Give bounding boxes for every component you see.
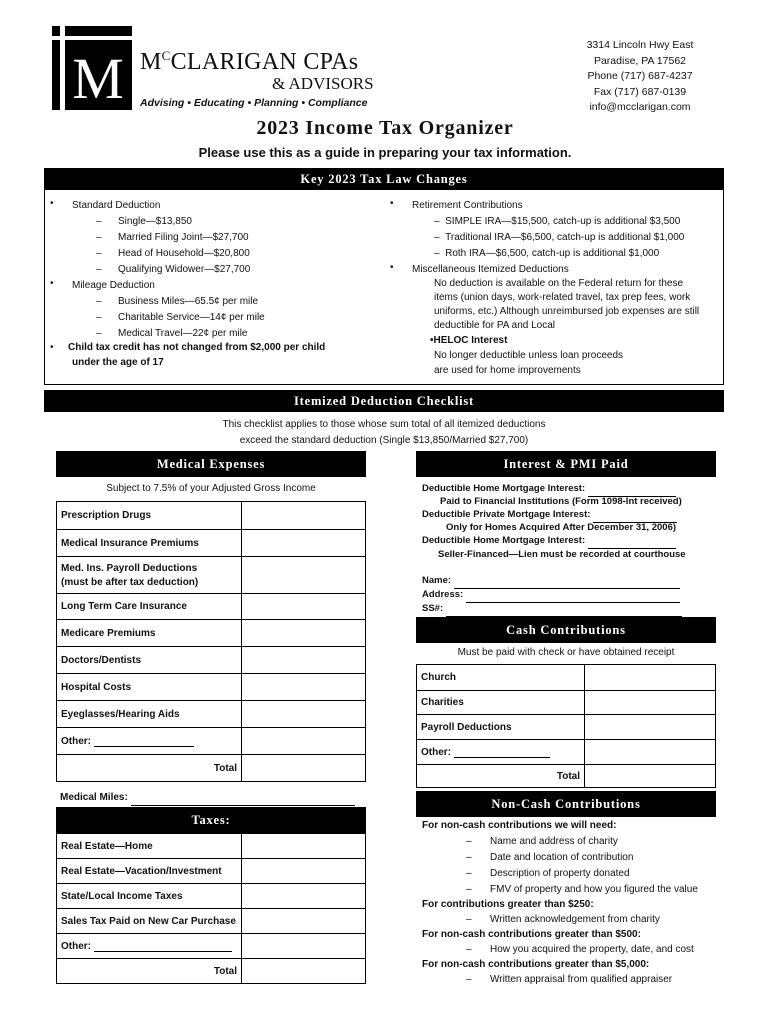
- cash-row-label: Payroll Deductions: [417, 715, 585, 740]
- pmi-label: Deductible Private Mortgage Interest:: [422, 509, 591, 520]
- itemized-intro: [44, 417, 724, 449]
- child-credit-line1: Child tax credit has not changed from $2,000 per child: [68, 342, 326, 353]
- cash-row-label: Church: [417, 665, 585, 691]
- std-hoh: Head of Household—$20,800: [118, 248, 250, 259]
- retirement-label: Retirement Contributions: [412, 200, 523, 211]
- taxes-row-label: Real Estate—Home: [57, 834, 242, 859]
- heloc-label: •HELOC Interest: [430, 335, 508, 346]
- dash-icon: –: [466, 944, 472, 955]
- table-row: [57, 755, 366, 782]
- firm-name-sup: C: [161, 48, 171, 63]
- table-row: [57, 909, 366, 934]
- std-widower: Qualifying Widower—$27,700: [118, 264, 251, 275]
- table-row: [417, 715, 716, 740]
- name-label: Name:: [422, 575, 452, 586]
- other-label: Other:: [61, 735, 91, 747]
- firm-tagline: Advising • Educating • Planning • Compliance: [140, 97, 368, 109]
- medical-miles[interactable]: [60, 790, 355, 806]
- medical-miles-label: Medical Miles:: [60, 792, 128, 803]
- table-row: [417, 740, 716, 765]
- noncash-over-500: For non-cash contributions greater than $500:: [422, 929, 641, 940]
- table-row: [57, 620, 366, 647]
- logo-letter: M: [72, 46, 124, 110]
- taxes-other[interactable]: [57, 934, 242, 959]
- cash-other[interactable]: [417, 740, 585, 765]
- payroll-line1: Med. Ins. Payroll Deductions: [61, 562, 198, 574]
- seller-label: Deductible Home Mortgage Interest:: [422, 535, 586, 546]
- medical-other[interactable]: [57, 728, 242, 755]
- table-row: [57, 674, 366, 701]
- itemized-intro-line: This checklist applies to those whose sum total of all itemized deductions: [222, 419, 546, 430]
- noncash-intro: For non-cash contributions we will need:: [422, 820, 617, 831]
- medical-row-label: Long Term Care Insurance: [57, 594, 242, 620]
- fax-line: Fax (717) 687-0139: [593, 85, 687, 98]
- amount-field[interactable]: [242, 859, 366, 884]
- noncash-250-item: Written acknowledgement from charity: [490, 914, 660, 925]
- ret-traditional-text: Traditional IRA—$6,500, catch-up is additional $1,000: [445, 232, 685, 243]
- taxes-header: Taxes:: [56, 807, 366, 833]
- misc-line: deductible for PA and Local: [434, 320, 556, 331]
- total-field[interactable]: [585, 765, 716, 788]
- amount-field[interactable]: [242, 674, 366, 701]
- cash-row-label: Charities: [417, 691, 585, 715]
- mortgage-note: Paid to Financial Institutions (Form 1098-Int received): [440, 496, 682, 507]
- table-row: [57, 701, 366, 728]
- noncash-need: Name and address of charity: [490, 836, 618, 847]
- bullet-icon: •: [50, 342, 54, 353]
- medical-miles-blank[interactable]: [131, 805, 355, 806]
- firm-name-rest: CLARIGAN CPAs: [170, 49, 359, 75]
- address-line: Paradise, PA 17562: [593, 54, 687, 67]
- misc-line: items (union days, work-related travel, tax prep fees, work: [434, 292, 691, 303]
- medical-row-label: Doctors/Dentists: [57, 647, 242, 674]
- taxes-row-label: Sales Tax Paid on New Car Purchase: [57, 909, 242, 934]
- cash-total-label: Total: [417, 765, 585, 788]
- amount-field[interactable]: [242, 530, 366, 557]
- itemized-intro-line: exceed the standard deduction (Single $13,850/Married $27,700): [239, 435, 529, 446]
- dash-icon: –: [466, 868, 472, 879]
- noncash-need: FMV of property and how you figured the value: [490, 884, 698, 895]
- other-blank[interactable]: [94, 746, 194, 747]
- amount-field[interactable]: [242, 594, 366, 620]
- medical-row-label: Medical Insurance Premiums: [57, 530, 242, 557]
- table-row: [57, 934, 366, 959]
- itemized-header: Itemized Deduction Checklist: [44, 390, 724, 412]
- total-field[interactable]: [242, 755, 366, 782]
- page-title: 2023 Income Tax Organizer: [256, 117, 514, 139]
- ret-traditional: – Traditional IRA—$6,500, catch-up is additional $1,000: [434, 232, 685, 243]
- other-blank[interactable]: [454, 757, 550, 758]
- ret-simple-text: SIMPLE IRA—$15,500, catch-up is additional $3,500: [445, 216, 681, 227]
- table-row: [57, 530, 366, 557]
- mileage-medical: Medical Travel—22¢ per mile: [118, 328, 248, 339]
- amount-field[interactable]: [242, 701, 366, 728]
- medical-table: [56, 501, 366, 782]
- dash-icon: –: [96, 264, 102, 275]
- logo-m-icon: [52, 26, 132, 110]
- address-line: 3314 Lincoln Hwy East: [586, 39, 694, 51]
- table-row: [57, 728, 366, 755]
- taxes-table: [56, 833, 366, 984]
- misc-line: uniforms, etc.) Although unreimbursed job expenses are still: [434, 306, 700, 317]
- firm-logo: [52, 26, 132, 110]
- std-single: Single—$13,850: [118, 216, 192, 227]
- table-row: [57, 884, 366, 909]
- table-row: [57, 647, 366, 674]
- amount-field[interactable]: [242, 620, 366, 647]
- noncash-5000-item: Written appraisal from qualified appraiser: [490, 974, 673, 985]
- cash-header: Cash Contributions: [416, 617, 716, 643]
- heloc-line: No longer deductible unless loan proceeds: [434, 350, 624, 361]
- dash-icon: –: [96, 296, 102, 307]
- other-blank[interactable]: [94, 951, 232, 952]
- email-line: info@mcclarigan.com: [589, 101, 691, 113]
- dash-icon: –: [466, 884, 472, 895]
- mileage-label: Mileage Deduction: [72, 280, 155, 291]
- amount-field[interactable]: [585, 715, 716, 740]
- ss-label: SS#:: [422, 603, 444, 614]
- bullet-icon: •: [50, 198, 54, 209]
- total-field[interactable]: [242, 959, 366, 984]
- dash-icon: –: [466, 836, 472, 847]
- medical-row-label: Prescription Drugs: [57, 502, 242, 530]
- cash-note: Must be paid with check or have obtained receipt: [457, 647, 675, 658]
- bullet-icon: •: [50, 278, 54, 289]
- table-row: [57, 502, 366, 530]
- medical-row-label: Medicare Premiums: [57, 620, 242, 647]
- table-row: [57, 594, 366, 620]
- key-changes-header: Key 2023 Tax Law Changes: [44, 168, 724, 190]
- mortgage-label: Deductible Home Mortgage Interest:: [422, 483, 586, 494]
- other-label: Other:: [61, 940, 91, 952]
- bullet-icon: •: [390, 198, 394, 209]
- amount-field[interactable]: [242, 909, 366, 934]
- table-row: [57, 834, 366, 859]
- noncash-over-250: For contributions greater than $250:: [422, 899, 594, 910]
- misc-label: Miscellaneous Itemized Deductions: [412, 264, 569, 275]
- bullet-icon: •: [390, 262, 394, 273]
- dash-icon: –: [96, 232, 102, 243]
- taxes-row-label: State/Local Income Taxes: [57, 884, 242, 909]
- firm-name: [140, 44, 358, 74]
- interest-header: Interest & PMI Paid: [416, 451, 716, 477]
- table-row: [417, 665, 716, 691]
- child-credit-line2: under the age of 17: [72, 357, 164, 368]
- amount-field[interactable]: [242, 557, 366, 594]
- std-mfj: Married Filing Joint—$27,700: [118, 232, 249, 243]
- taxes-row-label: Real Estate—Vacation/Investment: [57, 859, 242, 884]
- table-row: [57, 859, 366, 884]
- noncash-need: Date and location of contribution: [490, 852, 634, 863]
- other-label: Other:: [421, 746, 451, 758]
- page-subtitle: Please use this as a guide in preparing your tax information.: [198, 145, 572, 160]
- amount-field[interactable]: [242, 728, 366, 755]
- amount-field[interactable]: [585, 740, 716, 765]
- address-label: Address:: [422, 589, 464, 600]
- payee-ssn[interactable]: [422, 601, 682, 617]
- noncash-500-item: How you acquired the property, date, and cost: [490, 944, 694, 955]
- firm-name-prefix: M: [140, 49, 162, 75]
- dash-icon: –: [96, 312, 102, 323]
- medical-row-label: [57, 557, 242, 594]
- dash-icon: –: [96, 328, 102, 339]
- medical-row-label: Eyeglasses/Hearing Aids: [57, 701, 242, 728]
- ret-roth: – Roth IRA—$6,500, catch-up is additional $1,000: [434, 248, 660, 259]
- payroll-line2: (must be after tax deduction): [61, 576, 199, 588]
- dash-icon: –: [466, 852, 472, 863]
- seller-note: Seller-Financed—Lien must be recorded at courthouse: [438, 549, 686, 560]
- amount-field[interactable]: [242, 934, 366, 959]
- amount-field[interactable]: [242, 834, 366, 859]
- dash-icon: –: [96, 248, 102, 259]
- mileage-charitable: Charitable Service—14¢ per mile: [118, 312, 265, 323]
- mileage-business: Business Miles—65.5¢ per mile: [118, 296, 259, 307]
- dash-icon: –: [466, 974, 472, 985]
- noncash-need: Description of property donated: [490, 868, 630, 879]
- amount-field[interactable]: [585, 665, 716, 691]
- pmi-note: Only for Homes Acquired After December 31, 2006): [446, 522, 677, 533]
- noncash-over-5000: For non-cash contributions greater than $5,000:: [422, 959, 650, 970]
- dash-icon: –: [466, 914, 472, 925]
- heloc-line: are used for home improvements: [434, 365, 581, 376]
- firm-advisors: & ADVISORS: [272, 74, 374, 93]
- medical-row-label: Hospital Costs: [57, 674, 242, 701]
- amount-field[interactable]: [585, 691, 716, 715]
- table-row: [417, 691, 716, 715]
- misc-line: No deduction is available on the Federal return for these: [434, 278, 684, 289]
- table-row: [417, 765, 716, 788]
- taxes-total-label: Total: [57, 959, 242, 984]
- dash-icon: –: [96, 216, 102, 227]
- medical-note: Subject to 7.5% of your Adjusted Gross Income: [106, 483, 316, 494]
- table-row: [57, 557, 366, 594]
- medical-total-label: Total: [57, 755, 242, 782]
- table-row: [57, 959, 366, 984]
- firm-address: [560, 38, 720, 116]
- ret-simple: – SIMPLE IRA—$15,500, catch-up is additional $3,500: [434, 216, 681, 227]
- ret-roth-text: Roth IRA—$6,500, catch-up is additional $1,000: [445, 248, 660, 259]
- noncash-header: Non-Cash Contributions: [416, 791, 716, 817]
- cash-table: [416, 664, 716, 788]
- amount-field[interactable]: [242, 647, 366, 674]
- amount-field[interactable]: [242, 884, 366, 909]
- phone-line: Phone (717) 687-4237: [587, 70, 693, 82]
- medical-header: Medical Expenses: [56, 451, 366, 477]
- amount-field[interactable]: [242, 502, 366, 530]
- standard-deduction-label: Standard Deduction: [72, 200, 161, 211]
